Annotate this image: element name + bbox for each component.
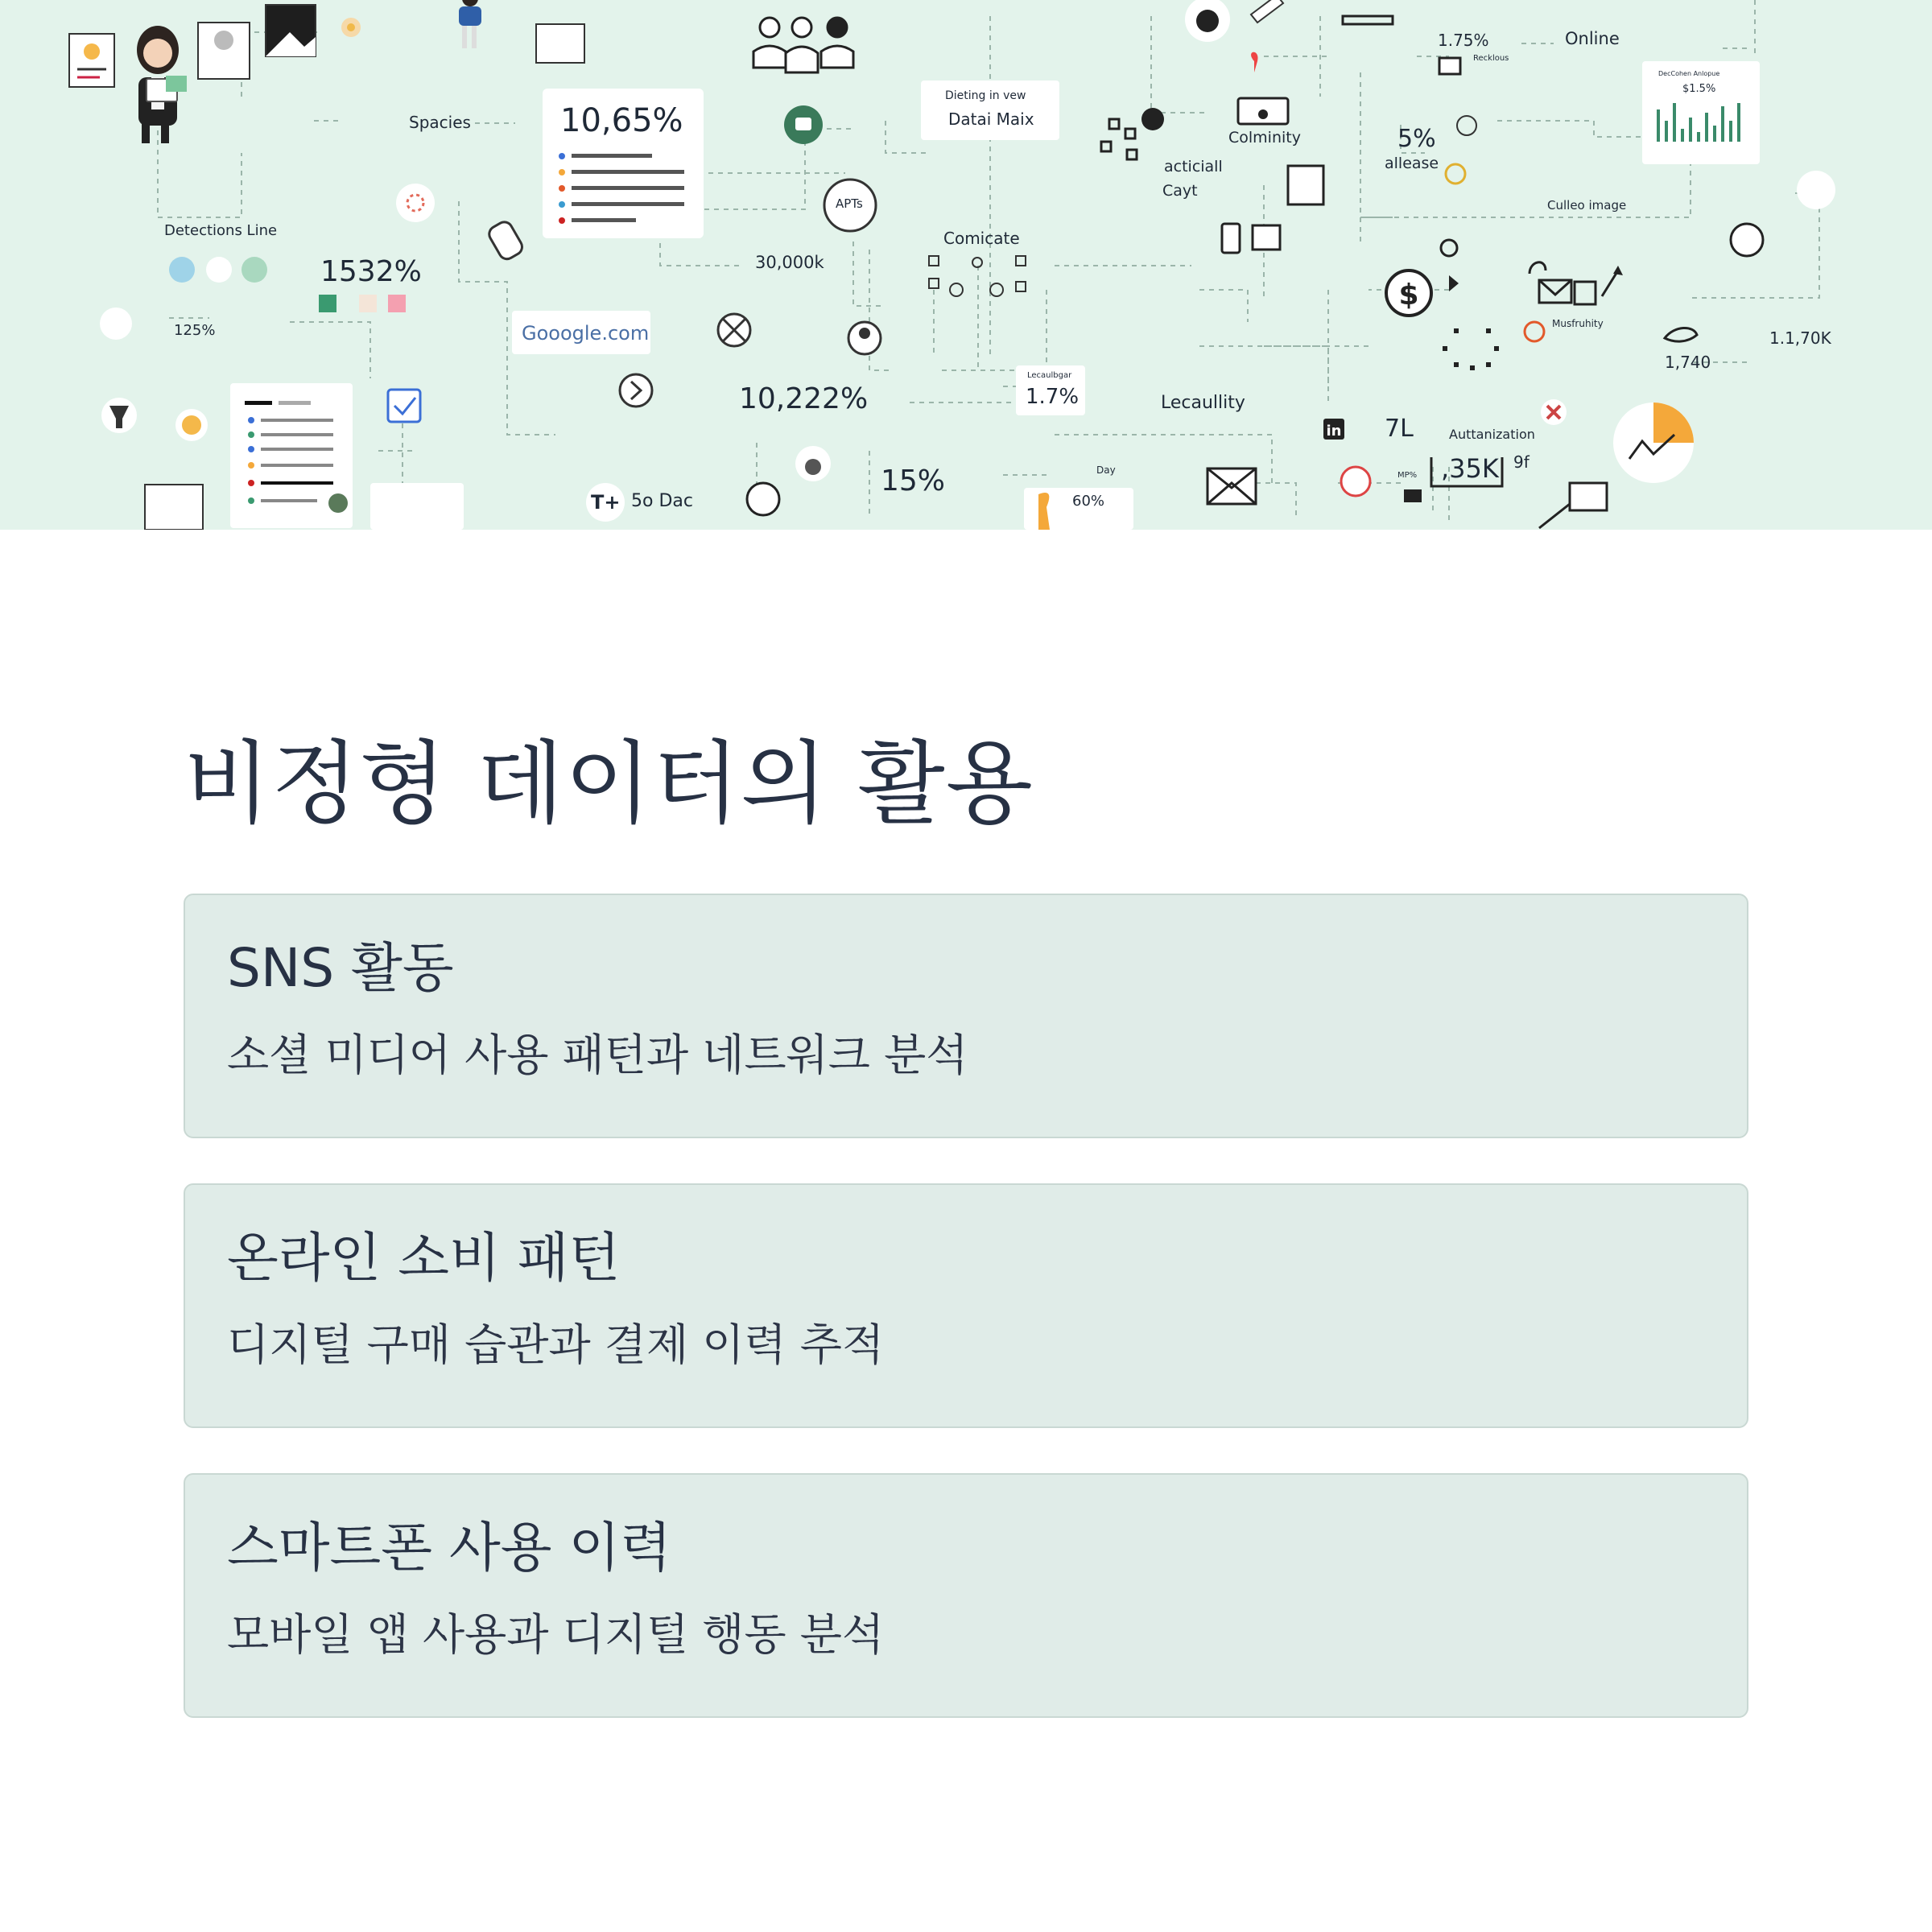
shopping-cart-icon <box>1530 262 1618 304</box>
tablet-icon <box>536 24 584 63</box>
phone-handset-icon <box>486 219 525 262</box>
hero-illustration <box>0 0 1932 530</box>
phone-circle-icon <box>1731 224 1763 256</box>
label-comicate: Comicate <box>943 229 1020 248</box>
card-smartphone-usage <box>184 1473 1748 1718</box>
trophy-card-icon <box>145 485 203 530</box>
note-icon <box>1570 483 1607 510</box>
label-colminity: Colminity <box>1228 129 1301 147</box>
card-description: 모바일 앱 사용과 디지털 행동 분석 <box>227 1609 885 1660</box>
label-musfruhity: Musfruhity <box>1552 318 1604 329</box>
clock-icon <box>747 483 779 515</box>
label-allease: allease <box>1385 155 1439 172</box>
stat-1-75: 1.75% <box>1438 31 1489 50</box>
stat-1170k: 1.1,70K <box>1769 328 1831 348</box>
stat-10-65: 10,65% <box>560 102 683 139</box>
card-title: 온라인 소비 패턴 <box>227 1227 621 1289</box>
team-group-icon <box>753 18 853 72</box>
stat-10-222: 10,222% <box>739 382 869 415</box>
location-pin-icon <box>1341 467 1370 496</box>
browser-window-icon <box>1253 225 1280 250</box>
stat-1740: 1,740 <box>1665 353 1711 372</box>
clock-small-icon <box>1457 116 1476 135</box>
arrow-circle-icon <box>620 374 652 407</box>
lightbulb-icon <box>1446 164 1465 184</box>
timer-icon <box>1525 322 1544 341</box>
stat-30000k: 30,000k <box>755 253 824 272</box>
mobile-phone-icon <box>1222 224 1240 253</box>
label-9f: 9f <box>1513 452 1530 472</box>
stat-35k: ,35K <box>1441 453 1499 484</box>
label-datai-maix: Datai Maix <box>948 109 1034 129</box>
stat-1532: 1532% <box>320 255 422 288</box>
standing-person-icon <box>459 0 481 48</box>
label-spacies: Spacies <box>409 113 471 132</box>
card-description: 디지털 구매 습관과 결제 이력 추적 <box>227 1319 885 1370</box>
label-dieting: Dieting in vew <box>945 89 1026 102</box>
stat-5: 5% <box>1397 125 1436 153</box>
stat-125: 125% <box>174 322 216 339</box>
help-icon <box>100 308 132 340</box>
label-mp: MP% <box>1397 471 1418 480</box>
label-t-plus: T+ <box>591 491 621 514</box>
svg-text:in: in <box>1326 423 1342 440</box>
label-deccohen: DecCohen Anlopue <box>1658 70 1720 77</box>
label-auttanization: Auttanization <box>1449 427 1535 442</box>
label-culleo-image: Culleo image <box>1547 198 1627 213</box>
parking-icon <box>1141 108 1164 130</box>
pie-chart-icon <box>1613 402 1694 483</box>
stat-15: 15% <box>881 464 946 497</box>
label-recklous: Recklous <box>1473 54 1509 63</box>
label-day: Day <box>1096 464 1116 476</box>
compass-icon <box>396 184 435 222</box>
sun-icon <box>182 415 201 435</box>
person-illustration-icon <box>137 26 187 143</box>
link-icon <box>1665 328 1697 341</box>
message-box-icon <box>1439 58 1460 74</box>
stat-dollar-1-5: $1.5% <box>1682 83 1716 95</box>
label-lecaulbgar: Lecaulbgar <box>1027 371 1072 380</box>
svg-text:$: $ <box>1398 279 1419 312</box>
checkbox-icon <box>388 390 420 422</box>
pencil-icon <box>1251 0 1283 23</box>
google-link: Gooogle.com <box>522 322 650 345</box>
label-acticiall: acticiall <box>1164 158 1223 175</box>
label-so-dac: 5o Dac <box>631 491 693 511</box>
label-apts: APTs <box>836 196 863 211</box>
card-description: 소셜 미디어 사용 패턴과 네트워크 분석 <box>227 1030 968 1080</box>
label-online: Online <box>1565 29 1620 48</box>
card-sns-activity <box>184 894 1748 1138</box>
folder-icon <box>1404 489 1422 502</box>
settings-slider-icon <box>1797 171 1835 209</box>
laptop-code-icon <box>1343 16 1393 24</box>
report-chart-icon <box>1288 166 1323 204</box>
page-title: 비정형 데이터의 활용 <box>184 732 1034 836</box>
card-title: 스마트폰 사용 이력 <box>227 1517 672 1579</box>
network-connectors <box>0 0 1932 530</box>
label-cayt: Cayt <box>1162 182 1198 200</box>
label-lecaullity: Lecaullity <box>1161 393 1245 413</box>
card-online-consumption <box>184 1183 1748 1428</box>
card-title: SNS 활동 <box>227 937 454 999</box>
stat-1-7: 1.7% <box>1026 385 1080 409</box>
label-detections-line: Detections Line <box>164 222 278 239</box>
document-icon <box>69 34 114 87</box>
stat-60: 60% <box>1072 493 1105 510</box>
stat-7l: 7L <box>1385 415 1414 443</box>
